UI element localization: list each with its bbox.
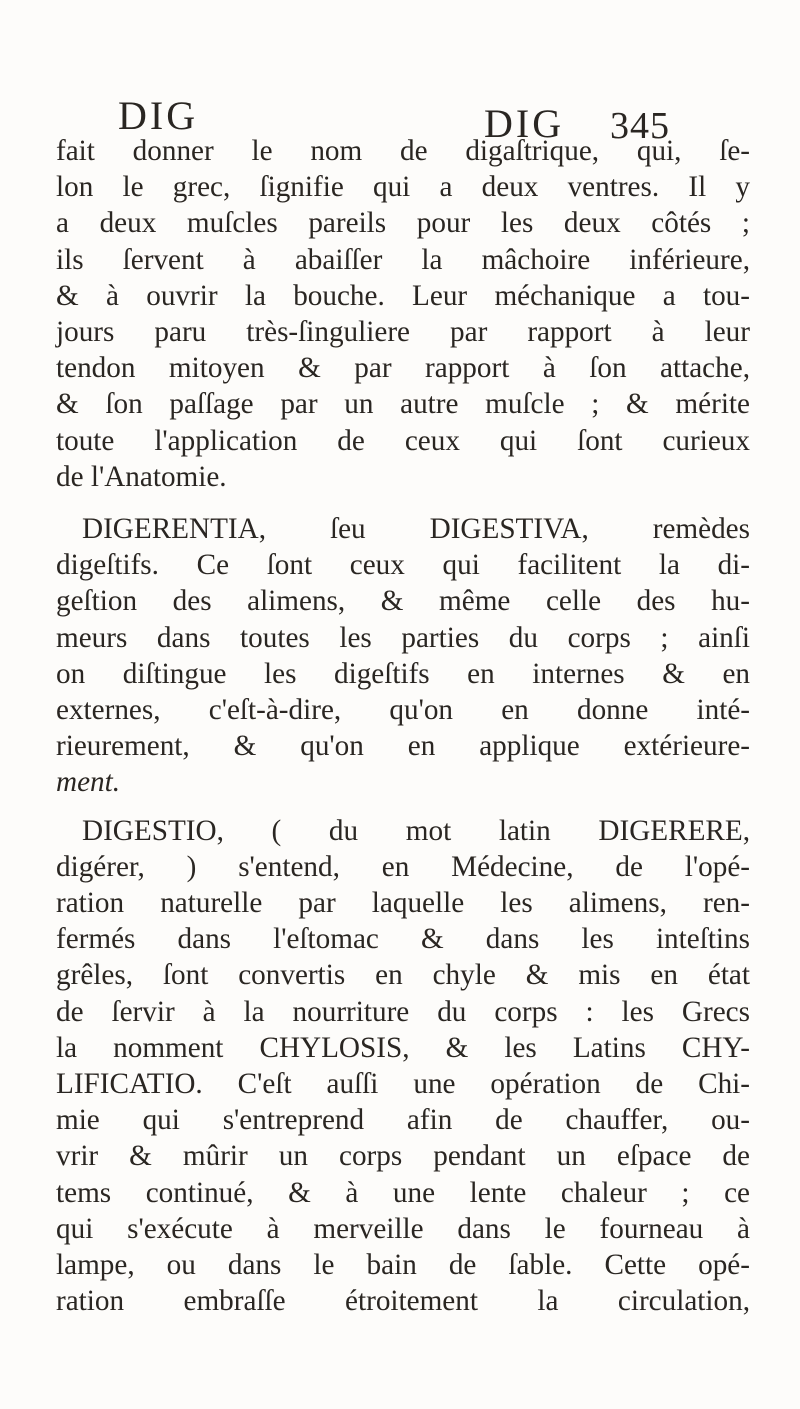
text-line: ment. [56,766,121,799]
text-line: vrir & mûrir un corps pendant un eſpace de [56,1140,750,1173]
paragraph-gap [56,801,750,813]
text-line: de ſervir à la nourriture du corps : les Grecs [56,995,750,1028]
paragraph-gap [56,495,750,511]
text-line: grêles, ſont convertis en chyle & mis en état [56,959,750,992]
text-line: geſtion des alimens, & même celle des hu- [56,585,750,618]
text-line: on diſtingue les digeſtifs en internes & en [56,657,750,690]
text-line: fait donner le nom de digaſtrique, qui, ſe- [56,135,750,167]
text-line: meurs dans toutes les parties du corps ; ainſi [56,621,750,654]
text-line: lampe, ou dans le bain de ſable. Cette opé- [56,1249,750,1282]
text-line: toute l'application de ceux qui ſont curieux [56,424,750,457]
text-line: lon le grec, ſignifie qui a deux ventres. Il y [56,171,750,204]
running-head-left: DIG [118,93,199,138]
text-line: & à ouvrir la bouche. Leur méchanique a tou- [56,279,750,312]
text-line: externes, c'eſt-à-dire, qu'on en donne inté- [56,694,750,727]
text-line: a deux muſcles pareils pour les deux côtés ; [56,207,750,240]
text-line: ils ſervent à abaiſſer la mâchoire inférieure, [56,243,750,276]
entry-heading-line: DIGESTIO, ( du mot latin DIGERERE, [82,814,750,847]
text-line: tendon mitoyen & par rapport à ſon attache, [56,352,750,385]
text-line: tems continué, & à une lente chaleur ; ce [56,1176,750,1209]
text-line: ration naturelle par laquelle les alimens, ren- [56,887,750,920]
text-line: de l'Anatomie. [56,460,227,493]
text-line: LIFICATIO. C'eſt auſſi une opération de Chi- [56,1068,750,1101]
text-line: la nomment CHYLOSIS, & les Latins CHY- [56,1031,750,1064]
text-line: digeſtifs. Ce ſont ceux qui facilitent la di- [56,549,750,582]
text-line: fermés dans l'eſtomac & dans les inteſtins [56,923,750,956]
entry-heading-line: DIGERENTIA, ſeu DIGESTIVA, remèdes [82,513,750,546]
text-line: digérer, ) s'entend, en Médecine, de l'opé- [56,850,750,883]
body-text [56,133,750,1320]
text-line: jours paru très-ſinguliere par rapport à leur [56,316,750,349]
text-line: mie qui s'entreprend afin de chauffer, ou- [56,1104,750,1137]
running-head-right: DIG [484,101,565,146]
text-line: & ſon paſſage par un autre muſcle ; & mérite [56,388,750,421]
text-line: qui s'exécute à merveille dans le fourneau à [56,1212,750,1245]
text-line: rieurement, & qu'on en applique extérieure- [56,730,750,763]
page-number: 345 [610,105,670,147]
text-line: ration embraſſe étroitement la circulation, [56,1285,750,1318]
